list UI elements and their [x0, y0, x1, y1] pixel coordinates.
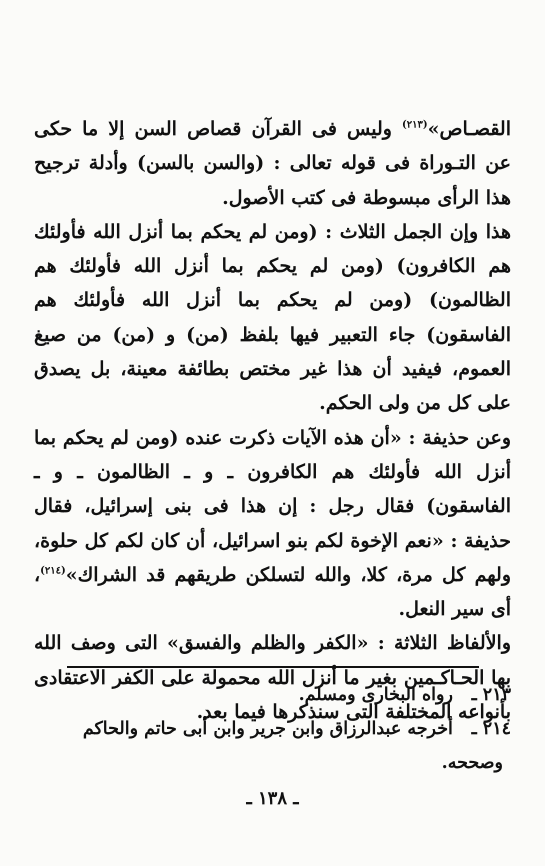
footnote-text: رواه البخارى ومسلم. — [298, 685, 453, 705]
page-number: ـ ١٣٨ ـ — [246, 788, 299, 809]
paragraph-3-rest: ، أى سير النعل. — [34, 563, 511, 621]
footnote-number: ٢١٣ ـ — [471, 685, 511, 705]
main-text — [34, 112, 511, 729]
footnote-213 — [34, 678, 511, 712]
paragraph-1-start: القصـاص» — [427, 118, 511, 140]
paragraph-3 — [34, 421, 511, 627]
paragraph-1-rest: وليس فى القرآن قصاص السن إلا ما حكى عن التـوراة فى قوله تعالى : (والسن بالسن) وأدلة ترجيح هذا الرأى مبسوطة فى كتب الأصول. — [34, 118, 511, 209]
footnote-number: ٢١٤ ـ — [471, 719, 511, 739]
footnote-ref-214: (٢١٤) — [40, 565, 66, 577]
paragraph-3-start: وعن حذيفة : «أن هذه الآيات ذكرت عنده (ومن لم يحكم بما أنزل الله فأولئك هم الكافرون ـ و ـ الظالمون ـ و ـ الفاسقون) فقال رجل : إن هذا فى بنى إسرائيل، فقال حذيفة : «نعم الإخوة لكم بنو اسرائيل، أن كان لكم كل حلوة، ولهم كل مرة، كلا، والله لتسلكن طريقهم قد الشراك» — [34, 426, 511, 586]
footnote-text: أخرجه عبدالرزاق وابن جرير وابن أبى حاتم والحاكم — [82, 719, 453, 739]
paragraph-2-text: هذا وإن الجمل الثلاث : (ومن لم يحكم بما أنزل الله فأولئك هم الكافرون) (ومن لم يحكم بما أنزل الله فأولئك هم الظالمون) (ومن لم يحكم بما أنزل الله فأولئك هم الفاسقون) جاء التعبير فيها بلفظ (من) و (من) من صيغ العموم، فيفيد أن هذا غير مختص بطائفة معينة، بل يصدق على كل من ولى الحكم. — [34, 220, 511, 415]
footnote-divider — [67, 666, 479, 668]
footnote-214 — [34, 712, 511, 746]
footnote-text-continuation: وصححه. — [441, 753, 503, 773]
paragraph-2 — [34, 215, 511, 421]
footnote-214-continuation — [34, 746, 511, 780]
paragraph-4-text: والألفاظ الثلاثة : «الكفر والظلم والفسق» التى وصف الله بها الحـاكـمين بغير ما أنزل الله محمولة على الكفر الاعتقادى بأنواعه المختلفة التى سنذكرها فيما بعد. — [34, 632, 511, 724]
paragraph-1 — [34, 112, 511, 215]
footnote-ref-213: (٢١٣) — [402, 119, 428, 131]
footnotes — [34, 678, 511, 780]
